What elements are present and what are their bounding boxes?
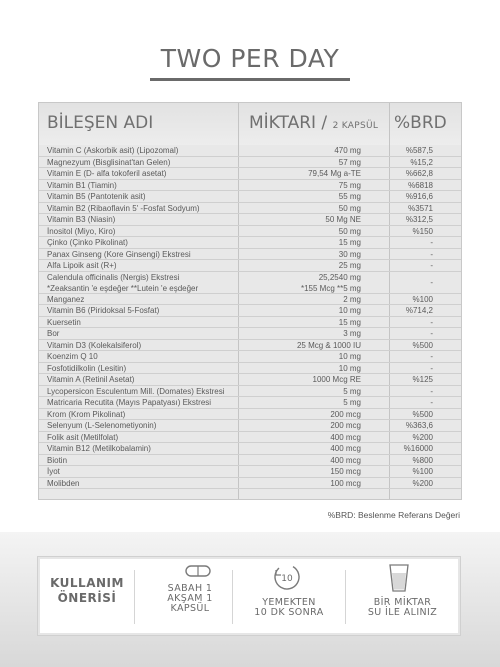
usage-water-line2: SU İLE ALINIZ bbox=[367, 607, 438, 618]
ingredient-name-text: Magnezyum (Bisglisinat'tan Gelen) bbox=[47, 157, 171, 167]
table-row bbox=[39, 157, 461, 169]
usage-title-line1: KULLANIM bbox=[50, 576, 124, 590]
ingredient-name bbox=[47, 432, 118, 443]
ingredient-name bbox=[47, 168, 166, 179]
table-row bbox=[39, 478, 461, 490]
ingredient-amount: 470 mg bbox=[334, 146, 361, 155]
ingredient-amount: 75 mg bbox=[338, 180, 361, 190]
ingredient-name bbox=[47, 374, 134, 385]
ingredient-amount: 25 mg bbox=[338, 261, 361, 270]
ingredient-brd: %714,2 bbox=[405, 306, 433, 315]
ingredient-name bbox=[47, 386, 225, 397]
usage-timing-line1: YEMEKTEN bbox=[262, 597, 316, 608]
ingredient-name-text: Vitamin B5 (Pantotenik asit) bbox=[47, 192, 146, 201]
ingredient-amount: 57 mg bbox=[338, 157, 361, 167]
ingredient-name-text: Vitamin C (Askorbik asit) (Lipozomal) bbox=[47, 146, 179, 155]
ingredient-name-text: İyot bbox=[47, 467, 60, 476]
ingredient-amount: 79,54 Mg a-TE bbox=[308, 169, 361, 178]
ingredient-name-text: Fosfotidilkolin (Lesitin) bbox=[47, 363, 127, 373]
table-row bbox=[39, 203, 461, 215]
table-row bbox=[39, 168, 461, 180]
ingredient-amount: 30 mg bbox=[338, 249, 361, 259]
ingredient-amount: 15 mg bbox=[338, 317, 361, 327]
table-row bbox=[39, 260, 461, 272]
ingredient-brd: %800 bbox=[412, 455, 433, 465]
usage-item-timing bbox=[244, 598, 334, 618]
brd-footnote: %BRD: Beslenme Referans Değeri bbox=[327, 510, 460, 520]
ingredient-name-text: Vitamin E (D- alfa tokoferil asetat) bbox=[47, 169, 167, 178]
header-amount-main: MİKTARI / bbox=[249, 113, 333, 133]
ingredient-brd: - bbox=[430, 238, 433, 247]
ingredient-name-text: Vitamin B3 (Niasin) bbox=[47, 215, 116, 224]
ingredient-amount: 25 Mcg & 1000 IU bbox=[296, 340, 361, 350]
ingredient-name bbox=[47, 409, 125, 420]
ingredient-name-text: Krom (Krom Pikolinat) bbox=[47, 409, 126, 419]
table-row bbox=[39, 351, 461, 363]
ingredient-name-text: Vitamin A (Retinil Asetat) bbox=[47, 375, 135, 384]
header-amount bbox=[249, 113, 378, 133]
ingredient-name bbox=[47, 328, 59, 339]
ingredient-amount: 3 mg bbox=[343, 329, 361, 338]
ingredient-brd: %200 bbox=[412, 432, 433, 442]
table-header bbox=[39, 103, 461, 145]
page-title: TWO PER DAY bbox=[160, 44, 340, 73]
ingredient-name bbox=[47, 203, 200, 214]
table-row bbox=[39, 180, 461, 192]
ingredient-amount: 15 mg bbox=[338, 238, 361, 247]
header-brd: %BRD bbox=[394, 113, 447, 133]
usage-dosage-line1: SABAH 1 bbox=[167, 583, 213, 594]
usage-title bbox=[46, 576, 128, 606]
usage-dosage-line3: KAPSÜL bbox=[170, 603, 210, 614]
header-amount-sub: 2 KAPSÜL bbox=[332, 121, 379, 131]
table-row bbox=[39, 443, 461, 455]
ingredient-brd: %312,5 bbox=[405, 215, 433, 224]
table-row bbox=[39, 237, 461, 249]
ingredient-name bbox=[47, 420, 156, 431]
ingredient-brd: %125 bbox=[412, 375, 433, 384]
table-row bbox=[39, 191, 461, 203]
timer-icon bbox=[272, 562, 302, 592]
usage-item-dosage bbox=[150, 584, 230, 614]
table-row bbox=[39, 374, 461, 386]
ingredient-amount: 400 mcg bbox=[330, 432, 361, 442]
table-row bbox=[39, 420, 461, 432]
usage-item-water bbox=[355, 598, 450, 618]
water-glass-icon bbox=[388, 563, 410, 593]
ingredient-amount: 55 mg bbox=[338, 192, 361, 201]
ingredient-name-text: Vitamin D3 (Kolekalsiferol) bbox=[47, 340, 142, 350]
capsule-icon bbox=[185, 565, 211, 577]
ingredient-name bbox=[47, 180, 117, 191]
table-row bbox=[39, 294, 461, 306]
title-underline bbox=[150, 78, 350, 81]
ingredient-name bbox=[47, 272, 198, 294]
ingredient-brd: - bbox=[430, 317, 433, 327]
table-row bbox=[39, 249, 461, 261]
ingredient-name-text: Vitamin B1 (Tiamin) bbox=[47, 180, 117, 190]
usage-separator bbox=[345, 570, 346, 624]
ingredient-name bbox=[47, 478, 79, 489]
ingredient-name-text: Lycopersicon Esculentum Mill. (Domates) Ekstresi bbox=[47, 386, 225, 396]
usage-title-line2: ÖNERİSİ bbox=[57, 591, 117, 605]
ingredient-brd: %500 bbox=[412, 409, 433, 419]
ingredient-amount: 100 mcg bbox=[330, 478, 361, 488]
usage-water-line1: BİR MİKTAR bbox=[373, 597, 432, 608]
ingredient-amount bbox=[301, 272, 361, 294]
ingredient-brd: - bbox=[430, 249, 433, 259]
ingredient-footnote: *Zeaksantin 'e eşdeğer **Lutein 'e eşdeğer bbox=[47, 283, 199, 293]
table-row bbox=[39, 466, 461, 478]
ingredient-amount: 200 mcg bbox=[330, 421, 361, 430]
ingredient-brd: - bbox=[430, 386, 433, 396]
ingredient-name bbox=[47, 249, 191, 260]
ingredient-brd: %200 bbox=[412, 478, 433, 488]
ingredient-amount-detail: *155 Mcg **5 mg bbox=[300, 283, 361, 293]
table-row bbox=[39, 340, 461, 352]
ingredient-name-text: İnositol (Miyo, Kiro) bbox=[47, 226, 116, 236]
table-row bbox=[39, 432, 461, 444]
ingredient-brd: %6818 bbox=[408, 180, 433, 190]
table-row bbox=[39, 328, 461, 340]
ingredient-brd: - bbox=[430, 261, 433, 270]
ingredient-name bbox=[47, 157, 170, 168]
ingredient-amount: 1000 Mcg RE bbox=[312, 375, 361, 384]
table-row bbox=[39, 397, 461, 409]
ingredient-brd: %916,6 bbox=[405, 192, 433, 201]
ingredient-brd: %363,6 bbox=[405, 421, 433, 430]
ingredient-name bbox=[47, 260, 117, 271]
ingredient-name-text: Bor bbox=[47, 329, 60, 338]
table-row bbox=[39, 305, 461, 317]
ingredient-brd: %3571 bbox=[408, 203, 433, 213]
ingredient-brd: %587,5 bbox=[405, 146, 433, 155]
ingredient-name-text: Kuersetin bbox=[47, 317, 81, 327]
ingredient-amount: 400 mcg bbox=[330, 455, 361, 465]
ingredient-amount: 50 Mg NE bbox=[325, 215, 361, 224]
ingredient-name-text: Vitamin B2 (Ribaoflavin 5' -Fosfat Sodyum) bbox=[47, 203, 200, 213]
ingredient-name-text: Alfa Lipoik asit (R+) bbox=[47, 261, 117, 270]
usage-separator bbox=[232, 570, 233, 624]
ingredient-amount: 50 mg bbox=[338, 203, 361, 213]
ingredient-name bbox=[47, 237, 128, 248]
ingredient-brd: - bbox=[430, 329, 433, 338]
ingredient-brd: %662,8 bbox=[405, 169, 433, 178]
table-row bbox=[39, 409, 461, 421]
ingredient-name-text: Vitamin B6 (Piridoksal 5-Fosfat) bbox=[47, 306, 160, 315]
ingredient-name bbox=[47, 443, 151, 454]
table-row bbox=[39, 145, 461, 157]
ingredient-name bbox=[47, 317, 81, 328]
ingredient-name bbox=[47, 397, 211, 408]
usage-timing-line2: 10 DK SONRA bbox=[254, 607, 324, 618]
ingredient-name bbox=[47, 226, 115, 237]
ingredient-name-text: Molibden bbox=[47, 478, 80, 488]
ingredients-table bbox=[38, 102, 462, 500]
ingredient-amount: 400 mcg bbox=[330, 444, 361, 453]
ingredient-brd: %100 bbox=[412, 294, 433, 304]
ingredient-name-text: Çinko (Çinko Pikolinat) bbox=[47, 238, 128, 247]
table-row bbox=[39, 363, 461, 375]
ingredient-name-text: Folik asit (Metilfolat) bbox=[47, 432, 119, 442]
header-ingredient-name: BİLEŞEN ADI bbox=[47, 113, 154, 133]
table-row bbox=[39, 214, 461, 226]
ingredient-amount: 50 mg bbox=[338, 226, 361, 236]
ingredient-name bbox=[47, 305, 159, 316]
table-body bbox=[39, 145, 461, 489]
ingredient-name-text: Manganez bbox=[47, 294, 85, 304]
ingredient-name-text: Koenzim Q 10 bbox=[47, 352, 98, 361]
ingredient-amount: 5 mg bbox=[343, 386, 361, 396]
ingredient-brd: - bbox=[430, 363, 433, 373]
ingredient-name-text: Panax Ginseng (Kore Ginsengi) Ekstresi bbox=[47, 249, 191, 259]
ingredient-name bbox=[47, 340, 141, 351]
ingredient-name bbox=[47, 294, 84, 305]
ingredient-brd: %15,2 bbox=[410, 157, 433, 167]
ingredient-amount: 150 mcg bbox=[330, 467, 361, 476]
ingredient-brd: %500 bbox=[412, 340, 433, 350]
ingredient-amount: 5 mg bbox=[343, 398, 361, 407]
ingredient-amount: 10 mg bbox=[338, 306, 361, 315]
ingredient-brd: - bbox=[430, 398, 433, 407]
table-row bbox=[39, 272, 461, 294]
usage-separator bbox=[134, 570, 135, 624]
ingredient-name bbox=[47, 363, 126, 374]
table-row bbox=[39, 226, 461, 238]
ingredient-name-text: Vitamin B12 (Metilkobalamin) bbox=[47, 444, 151, 453]
ingredient-brd: %150 bbox=[412, 226, 433, 236]
ingredient-name bbox=[47, 145, 178, 156]
ingredient-name-text: Selenyum (L-Selenometiyonin) bbox=[47, 421, 157, 430]
ingredient-name bbox=[47, 455, 67, 466]
table-row bbox=[39, 386, 461, 398]
ingredient-brd: %16000 bbox=[403, 444, 433, 453]
ingredient-name bbox=[47, 351, 98, 362]
ingredient-amount: 2 mg bbox=[343, 294, 361, 304]
ingredient-amount: 10 mg bbox=[338, 363, 361, 373]
ingredient-brd: %100 bbox=[412, 467, 433, 476]
ingredient-name-text: Biotin bbox=[47, 455, 68, 465]
ingredient-amount: 10 mg bbox=[338, 352, 361, 361]
ingredient-brd: - bbox=[430, 277, 433, 287]
ingredient-brd: - bbox=[430, 352, 433, 361]
ingredient-name bbox=[47, 214, 115, 225]
ingredient-name bbox=[47, 466, 60, 477]
ingredient-name bbox=[47, 191, 146, 202]
ingredient-name-text: Matricaria Recutita (Mayıs Papatyası) Ekstresi bbox=[47, 398, 212, 407]
table-row bbox=[39, 455, 461, 467]
usage-dosage-line2: AKŞAM 1 bbox=[167, 593, 213, 604]
timer-icon-label: 10 bbox=[281, 574, 293, 584]
table-row bbox=[39, 317, 461, 329]
ingredient-amount-text: 25,2540 mg bbox=[318, 272, 361, 282]
ingredient-amount: 200 mcg bbox=[330, 409, 361, 419]
ingredient-name-text: Calendula officinalis (Nergis) Ekstresi bbox=[47, 272, 180, 282]
